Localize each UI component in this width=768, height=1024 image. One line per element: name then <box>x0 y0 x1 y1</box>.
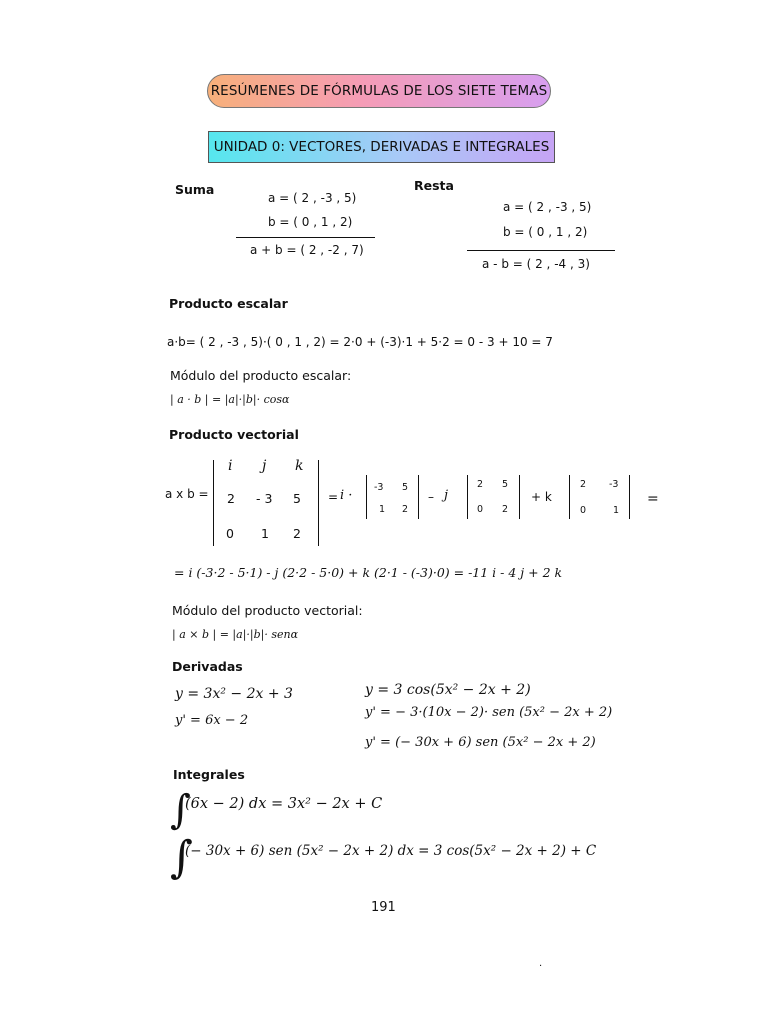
minor-j-b: 5 <box>502 479 509 490</box>
det-r3c2: 1 <box>261 526 269 541</box>
page-number: 191 <box>371 900 396 915</box>
integrales-heading: Integrales <box>173 767 245 782</box>
minor-j-d: 2 <box>502 504 509 515</box>
banner-title-text: RESÚMENES DE FÓRMULAS DE LOS SIETE TEMAS <box>210 83 548 99</box>
cross-plus-k: + k <box>531 490 552 504</box>
det-right-bar <box>318 460 319 546</box>
derivada-left-2: y' = 6x − 2 <box>175 713 249 728</box>
derivada-right-3: y' = (− 30x + 6) sen (5x² − 2x + 2) <box>365 735 596 750</box>
derivadas-heading: Derivadas <box>172 659 243 674</box>
banner-title <box>207 74 551 108</box>
modulo-vectorial-formula: | a × b | = |a|·|b|· senα <box>172 628 299 641</box>
minor-i-d: 2 <box>402 504 409 515</box>
derivada-right-2: y' = − 3·(10x − 2)· sen (5x² − 2x + 2) <box>365 705 613 720</box>
det-r3c1: 0 <box>226 526 234 541</box>
resta-vector-a: a = ( 2 , -3 , 5) <box>503 200 592 214</box>
det-left-bar <box>213 460 214 546</box>
unit-title-text: UNIDAD 0: VECTORES, DERIVADAS E INTEGRALES <box>213 139 550 155</box>
det-r1c2: j <box>262 458 267 474</box>
producto-escalar-formula: a·b= ( 2 , -3 , 5)·( 0 , 1 , 2) = 2·0 + (-3)·1 + 5·2 = 0 - 3 + 10 = 7 <box>167 335 553 349</box>
integral-1: (6x − 2) dx = 3x² − 2x + C <box>185 796 383 812</box>
suma-result: a + b = ( 2 , -2 , 7) <box>250 243 364 257</box>
minor-i-right-bar <box>418 475 419 519</box>
cross-trailing-eq: = <box>647 491 659 507</box>
minor-i-b: 5 <box>402 482 409 493</box>
minor-k-a: 2 <box>580 479 587 490</box>
suma-heading: Suma <box>175 182 215 197</box>
integral-sign-2: ∫ <box>170 832 193 883</box>
det-r2c2: - 3 <box>256 491 273 506</box>
suma-vector-b: b = ( 0 , 1 , 2) <box>268 215 353 229</box>
cross-eq-sign: = <box>328 490 339 504</box>
resta-result: a - b = ( 2 , -4 , 3) <box>482 257 590 271</box>
modulo-vectorial-label: Módulo del producto vectorial: <box>172 603 363 618</box>
cross-expansion: = i (-3·2 - 5·1) - j (2·2 - 5·0) + k (2·1 - (-3)·0) = -11 i - 4 j + 2 k <box>174 565 563 580</box>
minor-k-right-bar <box>629 475 630 519</box>
resta-vector-b: b = ( 0 , 1 , 2) <box>503 225 588 239</box>
det-r2c3: 5 <box>293 491 301 506</box>
cross-j-term: j <box>444 488 449 503</box>
minor-k-left-bar <box>569 475 570 519</box>
minor-i-left-bar <box>366 475 367 519</box>
integral-2: (− 30x + 6) sen (5x² − 2x + 2) dx = 3 cos(5x² − 2x + 2) + C <box>185 843 597 859</box>
cross-lhs: a x b = <box>165 487 209 501</box>
minor-j-c: 0 <box>477 504 484 515</box>
producto-escalar-heading: Producto escalar <box>169 296 288 311</box>
minor-k-d: 1 <box>613 505 620 516</box>
det-r1c1: i <box>228 458 233 474</box>
resta-heading: Resta <box>414 178 454 193</box>
resta-rule <box>467 250 615 251</box>
minor-j-a: 2 <box>477 479 484 490</box>
derivada-right-1: y = 3 cos(5x² − 2x + 2) <box>365 682 531 698</box>
minor-i-c: 1 <box>379 504 386 515</box>
suma-vector-a: a = ( 2 , -3 , 5) <box>268 191 357 205</box>
cross-i-term: i · <box>340 488 353 503</box>
det-r3c3: 2 <box>293 526 301 541</box>
minor-j-left-bar <box>467 475 468 519</box>
cross-minus: – <box>428 490 434 504</box>
modulo-escalar-formula: | a · b | = |a|·|b|· cosα <box>170 393 290 406</box>
minor-i-a: -3 <box>374 482 384 493</box>
modulo-escalar-label: Módulo del producto escalar: <box>170 368 352 383</box>
minor-k-c: 0 <box>580 505 587 516</box>
minor-j-right-bar <box>519 475 520 519</box>
stray-mark: . <box>539 958 543 969</box>
det-r2c1: 2 <box>227 491 235 506</box>
det-r1c3: k <box>295 458 304 474</box>
suma-rule <box>236 237 375 238</box>
minor-k-b: -3 <box>609 479 619 490</box>
producto-vectorial-heading: Producto vectorial <box>169 427 299 442</box>
unit-title <box>208 131 555 163</box>
integral-sign-1: ∫ <box>170 787 191 833</box>
derivada-left-1: y = 3x² − 2x + 3 <box>175 686 293 702</box>
